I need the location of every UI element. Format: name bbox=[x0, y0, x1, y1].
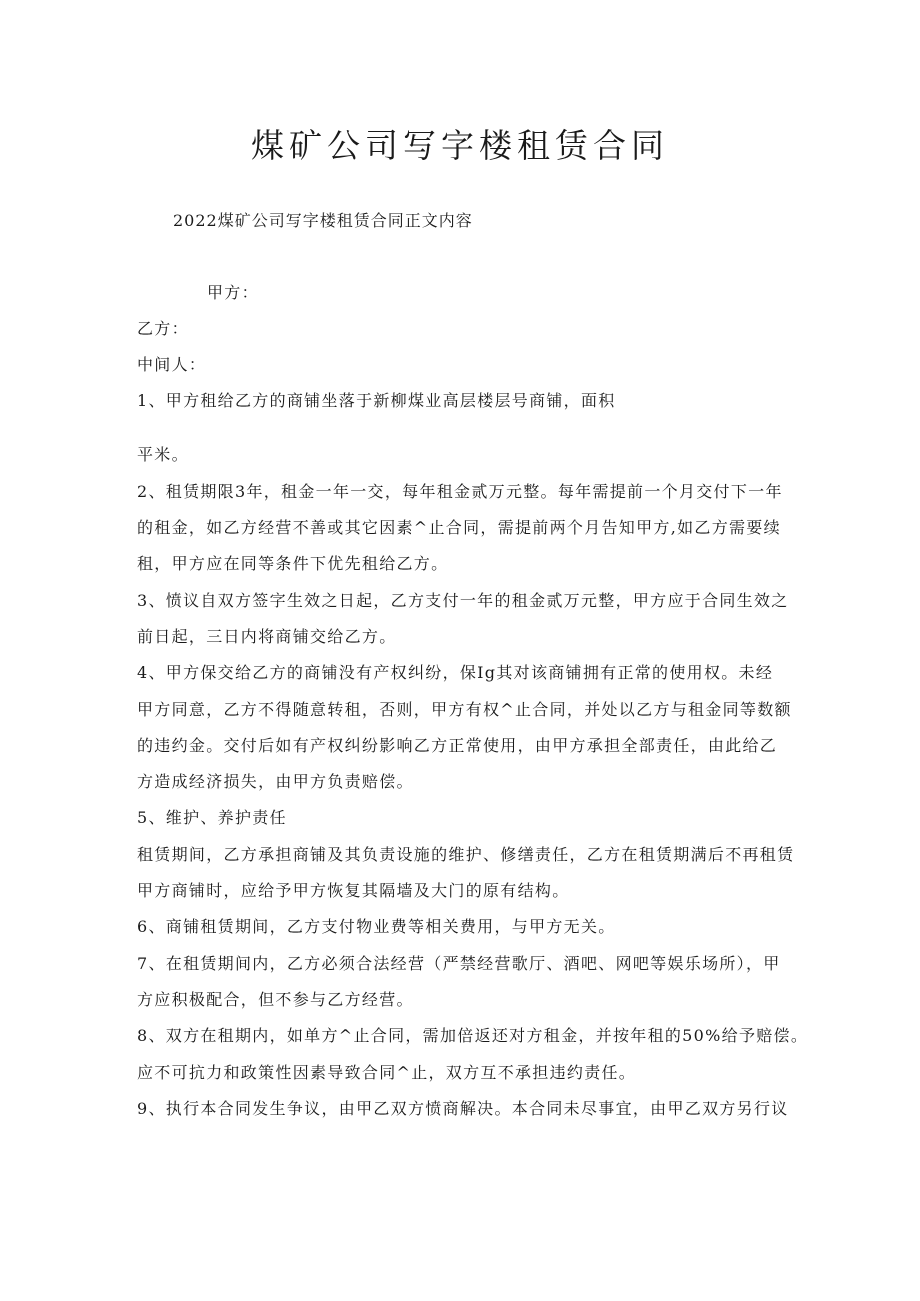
clause-4-line-2: 甲方同意，乙方不得随意转租，否则，甲方有权^止合同，并处以乙方与租金同等数额 bbox=[137, 700, 792, 719]
clause-2-line-2: 的租金，如乙方经营不善或其它因素^止合同，需提前两个月告知甲方,如乙方需要续 bbox=[137, 518, 781, 537]
clause-1-line-1: 1、甲方租给乙方的商铺坐落于新柳煤业高层楼层号商铺，面积 bbox=[137, 391, 616, 410]
clause-1-line-2: 平米。 bbox=[137, 445, 189, 464]
clause-5-line-1: 租赁期间，乙方承担商铺及其负责设施的维护、修缮责任，乙方在租赁期满后不再租赁 bbox=[137, 845, 795, 864]
clause-8-line-2: 应不可抗力和政策性因素导致合同^止，双方互不承担违约责任。 bbox=[137, 1063, 637, 1082]
clause-8-line-1: 8、双方在租期内，如单方^止合同，需加倍返还对方租金，并按年租的50%给予赔偿。 bbox=[137, 1026, 809, 1045]
clause-2-line-3: 租，甲方应在同等条件下优先租给乙方。 bbox=[137, 554, 449, 573]
clause-4-line-4: 方造成经济损失，由甲方负责赔偿。 bbox=[137, 772, 414, 791]
clause-5-line-2: 甲方商铺时，应给予甲方恢复其隔墙及大门的原有结构。 bbox=[137, 881, 570, 900]
clause-9-line-1: 9、执行本合同发生争议，由甲乙双方愤商解决。本合同未尽事宜，由甲乙双方另行议 bbox=[137, 1099, 789, 1118]
party-b-line: 乙方： bbox=[137, 319, 189, 338]
clause-2-line-1: 2、租赁期限3年，租金一年一交，每年租金贰万元整。每年需提前一个月交付下一年 bbox=[137, 482, 783, 501]
document-subtitle: 2022煤矿公司写字楼租赁合同正文内容 bbox=[173, 211, 473, 230]
document-title: 煤矿公司写字楼租赁合同 bbox=[251, 126, 669, 165]
clause-5-heading: 5、维护、养护责任 bbox=[137, 808, 287, 827]
clause-3-line-1: 3、愤议自双方签字生效之日起，乙方支付一年的租金贰万元整，甲方应于合同生效之 bbox=[137, 591, 789, 610]
clause-4-line-3: 的违约金。交付后如有产权纠纷影响乙方正常使用，由甲方承担全部责任，由此给乙 bbox=[137, 736, 778, 755]
clause-3-line-2: 前日起，三日内将商铺交给乙方。 bbox=[137, 627, 397, 646]
party-a-line: 甲方： bbox=[207, 283, 259, 302]
intermediary-line: 中间人： bbox=[137, 355, 207, 374]
clause-7-line-2: 方应积极配合，但不参与乙方经营。 bbox=[137, 990, 414, 1009]
clause-7-line-1: 7、在租赁期间内，乙方必须合法经营（严禁经营歌厅、酒吧、网吧等娱乐场所），甲 bbox=[137, 954, 781, 973]
clause-4-line-1: 4、甲方保交给乙方的商铺没有产权纠纷，保Ig其对该商铺拥有正常的使用权。未经 bbox=[137, 663, 774, 682]
clause-6-line-1: 6、商铺租赁期间，乙方支付物业费等相关费用，与甲方无关。 bbox=[137, 917, 616, 936]
